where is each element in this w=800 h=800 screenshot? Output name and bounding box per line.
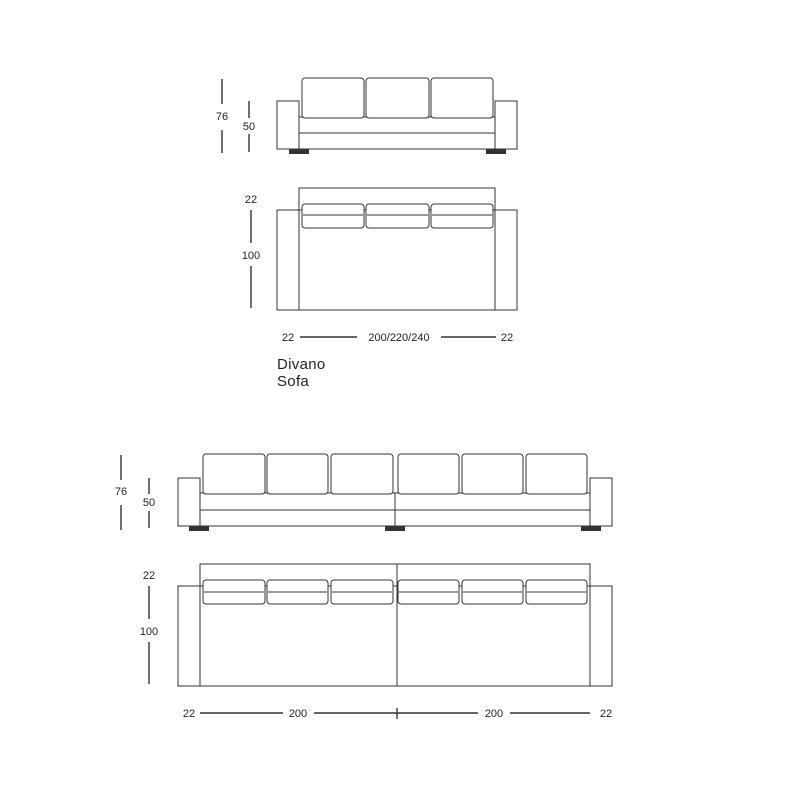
sofa-3seat-front-view <box>277 78 517 154</box>
sofa-foot <box>289 149 309 154</box>
back-cushion <box>302 78 364 118</box>
sofa-foot <box>189 526 209 531</box>
arm-width-right-label: 22 <box>500 332 514 344</box>
seat-height-label: 50 <box>142 497 156 509</box>
sofa-3seat-top-view <box>277 188 517 310</box>
right-armrest <box>590 478 612 526</box>
seat-width-label: 200/220/240 <box>368 332 430 344</box>
back-cushion <box>431 204 493 228</box>
back-cushion <box>462 454 523 494</box>
sofa-foot <box>385 526 405 531</box>
left-armrest <box>178 586 200 686</box>
height-total-label: 76 <box>114 486 128 498</box>
right-armrest <box>495 210 517 310</box>
back-cushion <box>366 78 429 118</box>
product-caption <box>277 356 326 390</box>
back-cushion <box>267 454 328 494</box>
sofa-6seat-top-view <box>178 564 612 686</box>
right-armrest <box>495 101 517 149</box>
back-cushion <box>526 454 587 494</box>
sofa-foot <box>486 149 506 154</box>
left-armrest <box>277 101 299 149</box>
seat-width-left-label: 200 <box>288 708 308 720</box>
sofa-foot <box>581 526 601 531</box>
back-cushion <box>302 204 364 228</box>
left-armrest <box>178 478 200 526</box>
caption-english: Sofa <box>277 373 310 390</box>
back-depth-label: 22 <box>142 570 156 582</box>
arm-width-left-label: 22 <box>182 708 196 720</box>
back-cushion <box>431 78 493 118</box>
arm-width-left-label: 22 <box>281 332 295 344</box>
caption-italian: Divano <box>277 356 326 373</box>
sofa-6seat-front-dimensions <box>115 455 155 530</box>
back-cushion <box>398 454 459 494</box>
sofa-3seat-front-dimensions <box>216 79 255 153</box>
sofa-6seat-front-view <box>178 454 612 531</box>
back-depth-label: 22 <box>244 194 258 206</box>
seat-width-right-label: 200 <box>484 708 504 720</box>
back-cushion <box>203 454 265 494</box>
seat-height-label: 50 <box>242 121 256 133</box>
left-armrest <box>277 210 299 310</box>
seat-depth-label: 100 <box>139 626 159 638</box>
height-total-label: 76 <box>215 111 229 123</box>
seat-depth-label: 100 <box>241 250 261 262</box>
arm-width-right-label: 22 <box>599 708 613 720</box>
back-cushion <box>331 454 393 494</box>
back-cushion <box>366 204 429 228</box>
right-armrest <box>590 586 612 686</box>
